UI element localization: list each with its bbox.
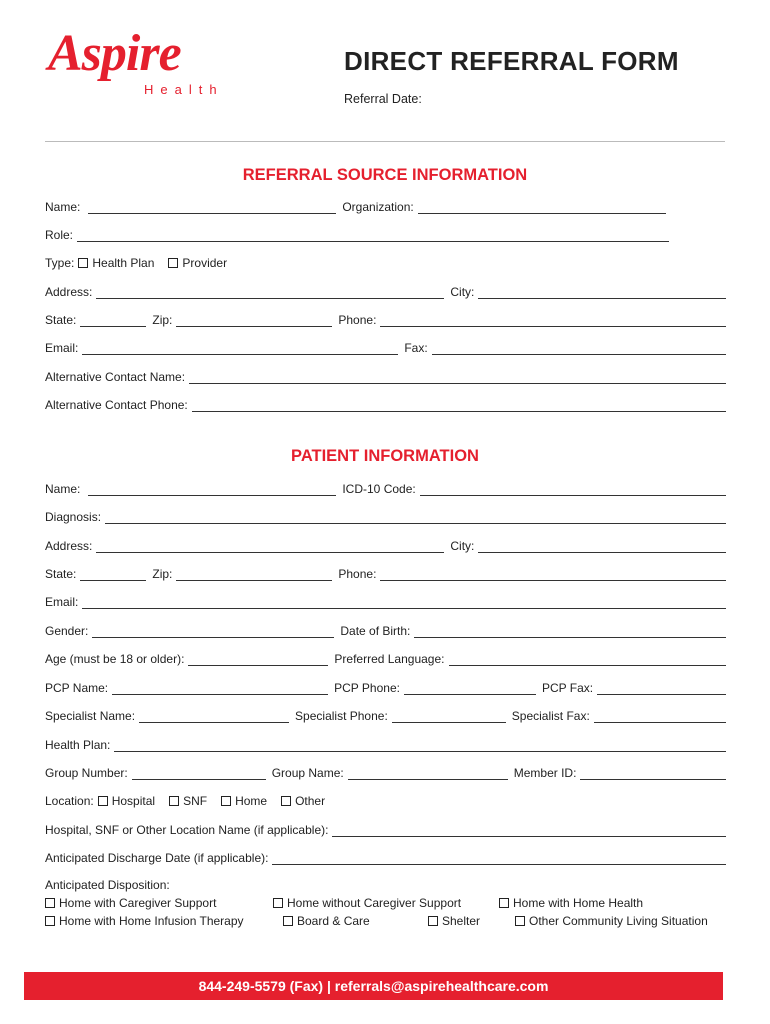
source-state-field[interactable] [80, 314, 146, 327]
source-name-label: Name: [45, 200, 81, 214]
health-plan-field[interactable] [114, 739, 726, 752]
disposition-option-no-caregiver[interactable]: Home without Caregiver Support [273, 896, 461, 910]
patient-email-label: Email: [45, 595, 79, 609]
source-state-row [45, 311, 726, 327]
patient-state-label: State: [45, 567, 77, 581]
patient-state-row [45, 565, 726, 581]
disposition-option-home-infusion[interactable]: Home with Home Infusion Therapy [45, 914, 244, 928]
diagnosis-label: Diagnosis: [45, 510, 102, 524]
checkbox-icon[interactable] [98, 796, 108, 806]
group-number-field[interactable] [132, 767, 266, 780]
diagnosis-field[interactable] [105, 511, 726, 524]
referral-source-heading: REFERRAL SOURCE INFORMATION [242, 166, 528, 184]
source-city-field[interactable] [478, 286, 726, 299]
location-row [45, 792, 726, 808]
form-title: DIRECT REFERRAL FORM [344, 46, 679, 76]
role-row [45, 226, 726, 242]
header-divider [45, 141, 725, 142]
type-option-health-plan[interactable]: Health Plan [78, 256, 154, 270]
contact-footer: 844-249-5579 (Fax) | referrals@aspirehealthcare.com [24, 972, 723, 1000]
disposition-label: Anticipated Disposition: [45, 878, 170, 892]
patient-info-heading: PATIENT INFORMATION [291, 447, 479, 465]
dob-label: Date of Birth: [340, 624, 411, 638]
specialist-phone-field[interactable] [392, 710, 506, 723]
patient-email-field[interactable] [82, 596, 726, 609]
pcp-fax-label: PCP Fax: [541, 681, 594, 695]
dob-field[interactable] [414, 625, 726, 638]
health-plan-label: Health Plan: [45, 738, 111, 752]
source-email-label: Email: [45, 341, 79, 355]
group-name-field[interactable] [348, 767, 508, 780]
language-label: Preferred Language: [334, 652, 445, 666]
disposition-option-caregiver[interactable]: Home with Caregiver Support [45, 896, 216, 910]
patient-zip-field[interactable] [176, 568, 332, 581]
source-state-label: State: [45, 313, 77, 327]
language-field[interactable] [449, 653, 727, 666]
diagnosis-row [45, 508, 726, 524]
source-address-label: Address: [45, 285, 93, 299]
checkbox-icon[interactable] [45, 898, 55, 908]
source-fax-label: Fax: [404, 341, 428, 355]
patient-city-label: City: [450, 539, 475, 553]
patient-zip-label: Zip: [152, 567, 173, 581]
gender-field[interactable] [92, 625, 334, 638]
type-option-provider[interactable]: Provider [168, 256, 227, 270]
pcp-row [45, 679, 726, 695]
patient-email-row [45, 593, 726, 609]
member-id-field[interactable] [580, 767, 726, 780]
source-email-row [45, 339, 726, 355]
patient-name-row [45, 480, 726, 496]
alt-contact-name-label: Alternative Contact Name: [45, 370, 186, 384]
checkbox-icon[interactable] [283, 916, 293, 926]
location-option-hospital[interactable]: Hospital [98, 794, 155, 808]
alt-contact-name-field[interactable] [189, 371, 726, 384]
organization-label: Organization: [342, 200, 414, 214]
group-row [45, 764, 726, 780]
location-name-label: Hospital, SNF or Other Location Name (if applicable): [45, 823, 329, 837]
checkbox-icon[interactable] [169, 796, 179, 806]
group-name-label: Group Name: [271, 766, 344, 780]
patient-city-field[interactable] [478, 540, 726, 553]
checkbox-icon[interactable] [45, 916, 55, 926]
patient-address-row [45, 537, 726, 553]
specialist-fax-label: Specialist Fax: [511, 709, 590, 723]
age-row [45, 650, 726, 666]
organization-field[interactable] [418, 201, 666, 214]
source-zip-label: Zip: [152, 313, 173, 327]
health-plan-row [45, 736, 726, 752]
alt-contact-phone-row [45, 396, 726, 412]
role-label: Role: [45, 228, 74, 242]
patient-address-field[interactable] [96, 540, 444, 553]
member-id-label: Member ID: [513, 766, 577, 780]
type-label: Type: [45, 256, 75, 270]
pcp-phone-field[interactable] [404, 682, 536, 695]
disposition-option-shelter[interactable]: Shelter [428, 914, 480, 928]
gender-row [45, 622, 726, 638]
checkbox-icon[interactable] [168, 258, 178, 268]
role-field[interactable] [77, 229, 669, 242]
checkbox-icon[interactable] [515, 916, 525, 926]
location-option-other[interactable]: Other [281, 794, 325, 808]
age-field[interactable] [188, 653, 328, 666]
discharge-row [45, 849, 726, 865]
group-number-label: Group Number: [45, 766, 128, 780]
pcp-name-field[interactable] [112, 682, 328, 695]
referral-date-label: Referral Date: [344, 92, 422, 106]
specialist-row [45, 707, 726, 723]
checkbox-icon[interactable] [221, 796, 231, 806]
location-name-field[interactable] [332, 824, 726, 837]
patient-phone-label: Phone: [338, 567, 377, 581]
source-address-field[interactable] [96, 286, 444, 299]
source-phone-label: Phone: [338, 313, 377, 327]
checkbox-icon[interactable] [281, 796, 291, 806]
discharge-date-label: Anticipated Discharge Date (if applicable): [45, 851, 269, 865]
pcp-phone-label: PCP Phone: [334, 681, 400, 695]
specialist-fax-field[interactable] [594, 710, 726, 723]
patient-state-field[interactable] [80, 568, 146, 581]
checkbox-icon[interactable] [428, 916, 438, 926]
location-option-snf[interactable]: SNF [169, 794, 207, 808]
location-name-row [45, 821, 726, 837]
logo-subtitle: Health [144, 82, 224, 97]
disposition-option-board-care[interactable]: Board & Care [283, 914, 370, 928]
location-label: Location: [45, 794, 94, 808]
patient-name-label: Name: [45, 482, 81, 496]
alt-contact-name-row [45, 368, 726, 384]
source-name-row [45, 198, 726, 214]
specialist-name-field[interactable] [139, 710, 289, 723]
source-city-label: City: [450, 285, 475, 299]
pcp-name-label: PCP Name: [45, 681, 109, 695]
specialist-name-label: Specialist Name: [45, 709, 136, 723]
discharge-date-field[interactable] [272, 852, 726, 865]
aspire-health-logo [48, 25, 224, 97]
patient-name-field[interactable] [88, 483, 336, 496]
alt-contact-phone-field[interactable] [192, 399, 726, 412]
source-name-field[interactable] [88, 201, 336, 214]
checkbox-icon[interactable] [273, 898, 283, 908]
logo-wordmark: Aspire [48, 25, 181, 82]
alt-contact-phone-label: Alternative Contact Phone: [45, 398, 188, 412]
disposition-option-community[interactable]: Other Community Living Situation [515, 914, 708, 928]
source-zip-field[interactable] [176, 314, 332, 327]
disposition-option-home-health[interactable]: Home with Home Health [499, 896, 643, 910]
age-label: Age (must be 18 or older): [45, 652, 185, 666]
source-address-row [45, 283, 726, 299]
patient-phone-field[interactable] [380, 568, 726, 581]
checkbox-icon[interactable] [78, 258, 88, 268]
pcp-fax-field[interactable] [597, 682, 726, 695]
source-fax-field[interactable] [432, 342, 726, 355]
source-phone-field[interactable] [380, 314, 726, 327]
source-email-field[interactable] [82, 342, 398, 355]
icd10-field[interactable] [420, 483, 726, 496]
specialist-phone-label: Specialist Phone: [295, 709, 388, 723]
patient-address-label: Address: [45, 539, 93, 553]
icd10-label: ICD-10 Code: [342, 482, 416, 496]
checkbox-icon[interactable] [499, 898, 509, 908]
location-option-home[interactable]: Home [221, 794, 267, 808]
gender-label: Gender: [45, 624, 89, 638]
source-type-row [45, 254, 726, 270]
